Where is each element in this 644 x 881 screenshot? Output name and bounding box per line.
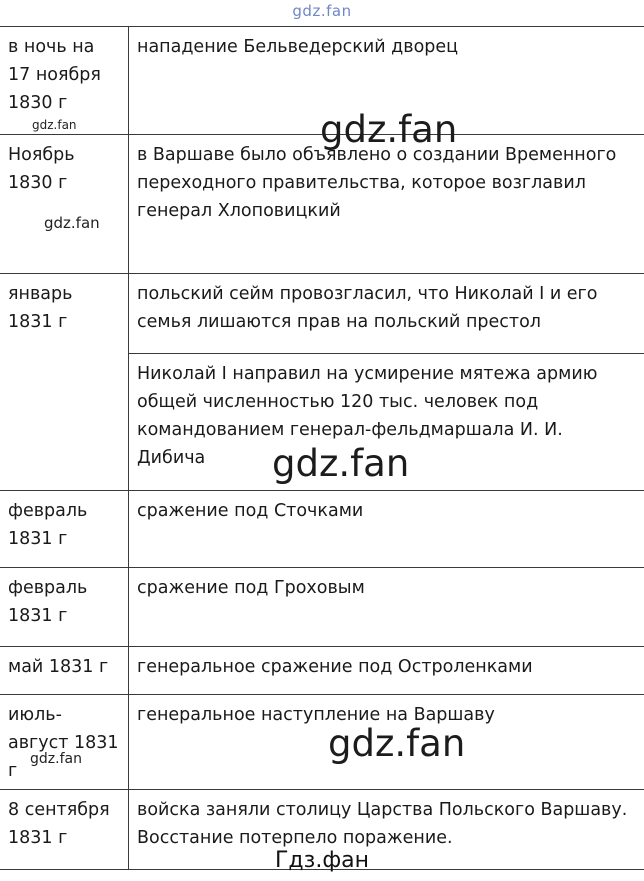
watermark-small: gdz.fan	[30, 751, 82, 767]
date-cell: май 1831 г	[0, 647, 129, 695]
event-cell: Николай I направил на усмирение мятежа армию общей численностью 120 тыс. человек под командованием генерал-фельдмаршала И. И. Дибича	[129, 354, 644, 491]
event-cell: генеральное наступление на Варшаву	[129, 695, 644, 790]
event-cell: сражение под Гроховым	[129, 568, 644, 647]
watermark: gdz.fan	[320, 108, 458, 151]
event-cell: нападение Бельведерский дворец	[129, 27, 644, 135]
date-cell: Ноябрь 1830 г	[0, 135, 129, 274]
date-cell: январь 1831 г	[0, 274, 129, 491]
table-row	[0, 135, 644, 274]
watermark: gdz.fan	[328, 722, 466, 765]
watermark-small: gdz.fan	[32, 118, 77, 132]
date-cell: февраль 1831 г	[0, 568, 129, 647]
event-cell: генеральное сражение под Остроленками	[129, 647, 644, 695]
event-cell: сражение под Сточками	[129, 491, 644, 568]
date-cell: февраль 1831 г	[0, 491, 129, 568]
table-row	[0, 274, 644, 354]
watermark-top: gdz.fan	[292, 2, 352, 20]
date-cell: июль-август 1831 г	[0, 695, 129, 790]
watermark-small: gdz.fan	[44, 214, 100, 232]
table-row	[0, 695, 644, 790]
date-cell: в ночь на 17 ноября 1830 г	[0, 27, 129, 135]
table-row	[0, 491, 644, 568]
table-row	[0, 647, 644, 695]
event-cell: польский сейм провозгласил, что Николай I и его семья лишаются прав на польский престол	[129, 274, 644, 354]
table-row	[0, 568, 644, 647]
watermark: gdz.fan	[272, 442, 410, 485]
date-cell: 8 сентября 1831 г	[0, 790, 129, 870]
event-cell: войска заняли столицу Царства Польского Варшаву. Восстание потерпело поражение.	[129, 790, 644, 870]
event-cell: в Варшаве было объявлено о создании Временного переходного правительства, которое возглавил генерал Хлоповицкий	[129, 135, 644, 274]
watermark-bottom: Гдз.фан	[275, 848, 369, 873]
